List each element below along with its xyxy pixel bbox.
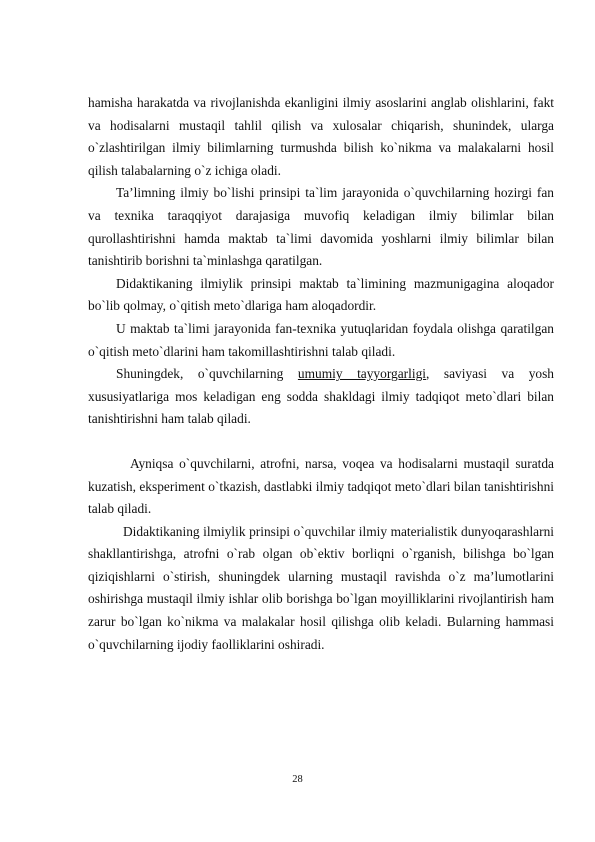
paragraph-6: Ayniqsa o`quvchilarni, atrofni, narsa, voqea va hodisalarni mustaqil suratda kuzatish, eksperiment o`tkazish, dastlabki ilmiy tadqiqot meto`dlari bilan tanishtirishni talab qiladi. — [88, 455, 554, 517]
underlined-link[interactable]: umumiy tayyorgarligi — [297, 366, 426, 382]
blank-line — [88, 431, 554, 453]
paragraph-1: hamisha harakatda va rivojlanishda ekanligini ilmiy asoslarini anglab olishlarini, fakt va hodisalarni mustaqil tahlil qilish va xulosalar chiqarish, shunindek, ularga o`zlashtirilgan ilmiy bilimlarning turmushda bilish ko`nikma va malakalarni hosil qilish talabalarning o`z ichiga oladi. — [88, 95, 554, 178]
paragraph-3: Didaktikaning ilmiylik prinsipi maktab ta`limining mazmunigagina aloqador bo`lib qolmay, o`qitish meto`dlariga ham aloqadordir. — [88, 275, 554, 314]
document-body — [88, 92, 554, 656]
paragraph-4: U maktab ta`limi jarayonida fan-texnika yutuqlaridan foydala olishga qaratilgan o`qitish meto`dlarini ham takomillashtirishni talab qiladi. — [88, 320, 554, 359]
paragraph-5-start: Shuningdek, o`quvchilarning — [116, 366, 298, 382]
paragraph-5 — [88, 363, 554, 431]
paragraph-5-end: , saviyasi va yosh xususiyatlariga mos keladigan eng sodda shakldagi ilmiy tadqiqot meto`dlari bilan tanishtirishni ham talab qiladi. — [88, 366, 554, 427]
paragraph-2: Ta’limning ilmiy bo`lishi prinsipi ta`lim jarayonida o`quvchilarning hozirgi fan va texnika taraqqiyot darajasiga muvofiq keladigan ilmiy bilimlar bilan qurollashtirishni hamda maktab ta`limi davomida yoshlarni ilmiy bilimlar bilan tanishtirib borishni ta`minlashga qaratilgan. — [88, 185, 554, 269]
page-number: 28 — [292, 774, 303, 785]
paragraph-7: Didaktikaning ilmiylik prinsipi o`quvchilar ilmiy materialistik dunyoqarashlarni shakllantirishga, atrofni o`rab olgan ob`ektiv borliqni o`rganish, bilishga bo`lgan qiziqishlarni o`stirish, shuningdek ularning mustaqil ravishda o`z ma’lumotlarini oshirishga mustaqil ilmiy ishlar olib borishga bo`lgan moyilliklarini rivojlantirish ham zarur bo`lgan ko`nikma va malakalar hosil qilishga olib keladi. Bularning hammasi o`quvchilarning ijodiy faolliklarini oshiradi. — [88, 523, 554, 652]
